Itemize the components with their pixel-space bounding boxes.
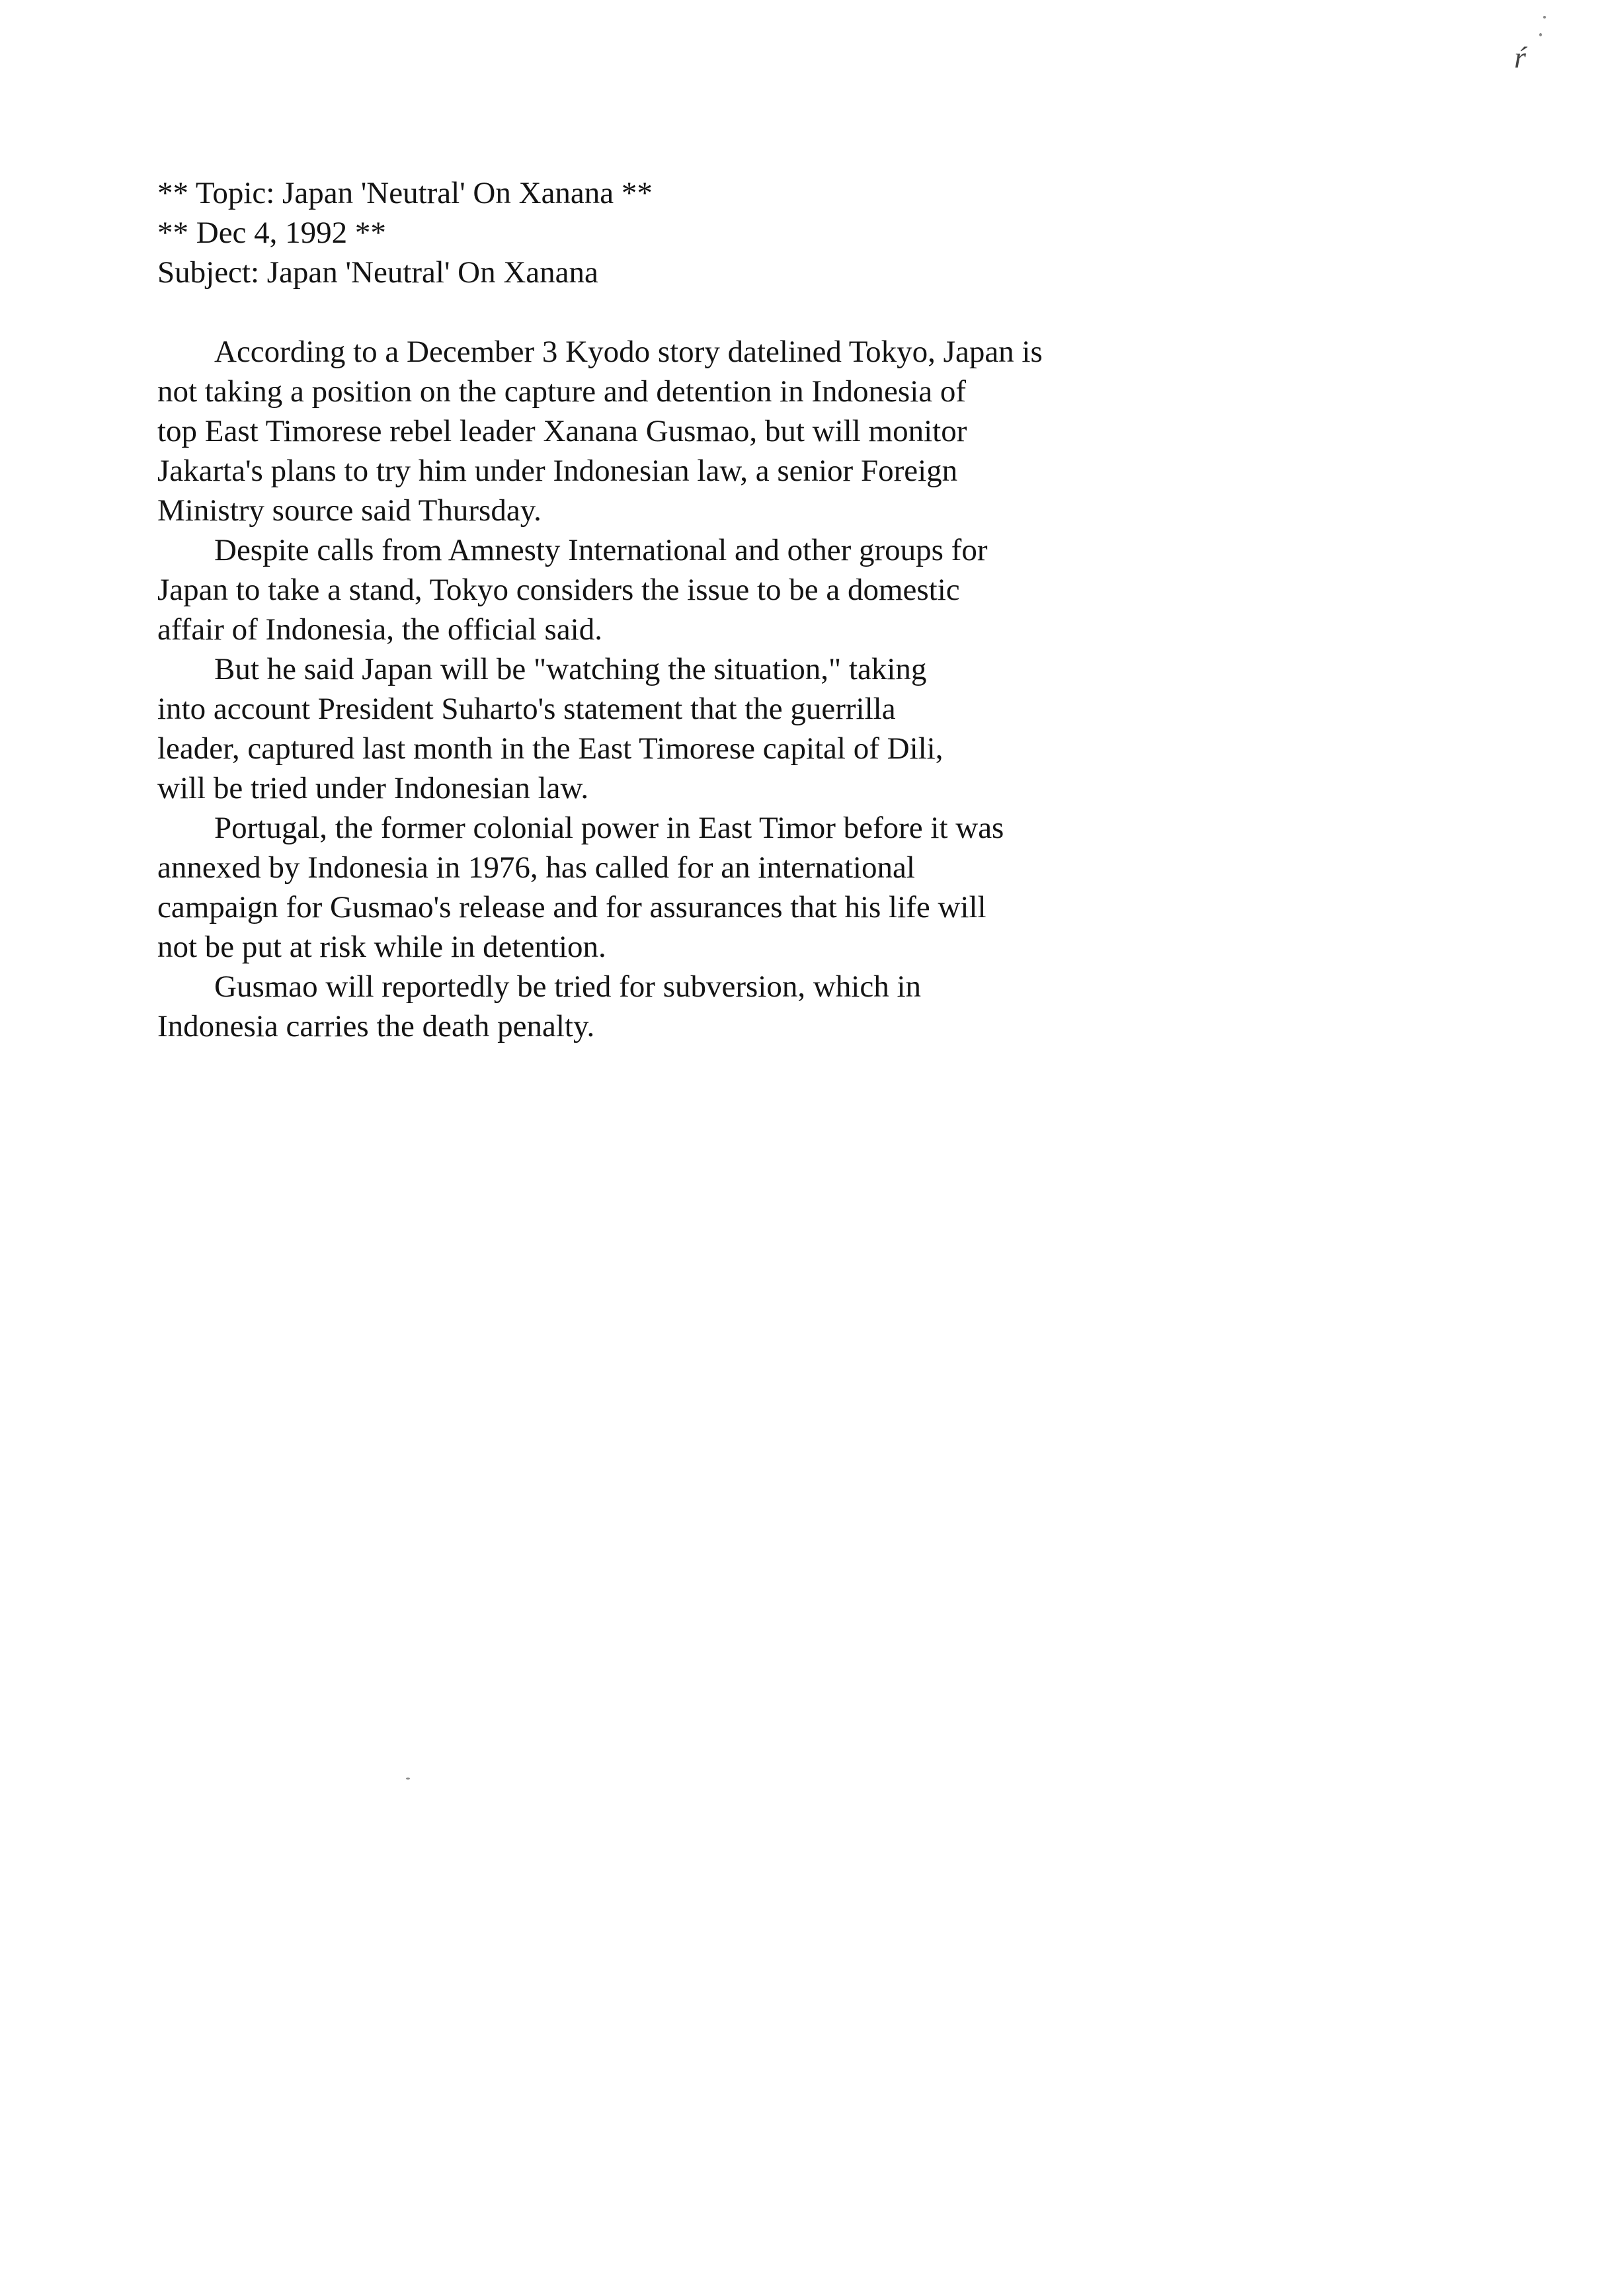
corner-pen-mark: ŕ: [1514, 40, 1526, 74]
scan-speck: [1539, 33, 1542, 36]
paragraph-line: affair of Indonesia, the official said.: [157, 612, 602, 647]
article-paragraph: [157, 332, 1162, 530]
paragraph-line: not taking a position on the capture and detention in Indonesia of: [157, 374, 967, 409]
header-gap: [157, 292, 1162, 332]
paragraph-line: Gusmao will reportedly be tried for subversion, which in: [214, 969, 922, 1004]
paragraph-line: According to a December 3 Kyodo story datelined Tokyo, Japan is: [214, 335, 1043, 369]
paragraph-line: not be put at risk while in detention.: [157, 930, 606, 964]
paragraph-line: annexed by Indonesia in 1976, has called for an international: [157, 850, 915, 885]
paragraph-line: leader, captured last month in the East Timorese capital of Dili,: [157, 731, 944, 766]
paragraph-line: Ministry source said Thursday.: [157, 493, 542, 528]
scan-speck: [406, 1778, 410, 1780]
paragraph-line: Despite calls from Amnesty International and other groups for: [214, 533, 988, 567]
paragraph-line: Portugal, the former colonial power in East Timor before it was: [214, 811, 1004, 845]
paragraph-line: into account President Suharto's statement that the guerrilla: [157, 692, 896, 726]
document-text: [157, 173, 1162, 1046]
paragraph-line: Indonesia carries the death penalty.: [157, 1009, 595, 1044]
paragraph-line: will be tried under Indonesian law.: [157, 771, 589, 805]
topic-line: ** Topic: Japan 'Neutral' On Xanana **: [157, 176, 653, 210]
date-line: ** Dec 4, 1992 **: [157, 216, 386, 250]
paragraph-line: Japan to take a stand, Tokyo considers the issue to be a domestic: [157, 573, 960, 607]
article-paragraph: [157, 808, 1162, 967]
paragraph-line: Jakarta's plans to try him under Indonesian law, a senior Foreign: [157, 454, 958, 488]
article-paragraph: [157, 967, 1162, 1046]
paragraph-line: campaign for Gusmao's release and for assurances that his life will: [157, 890, 986, 924]
article-paragraph: [157, 649, 1162, 808]
article-paragraph: [157, 530, 1162, 649]
paragraph-line: top East Timorese rebel leader Xanana Gusmao, but will monitor: [157, 414, 967, 448]
article-body: [157, 332, 1162, 1046]
paragraph-line: But he said Japan will be "watching the situation," taking: [214, 652, 927, 686]
subject-line: Subject: Japan 'Neutral' On Xanana: [157, 255, 598, 290]
scan-speck: [1543, 16, 1546, 19]
